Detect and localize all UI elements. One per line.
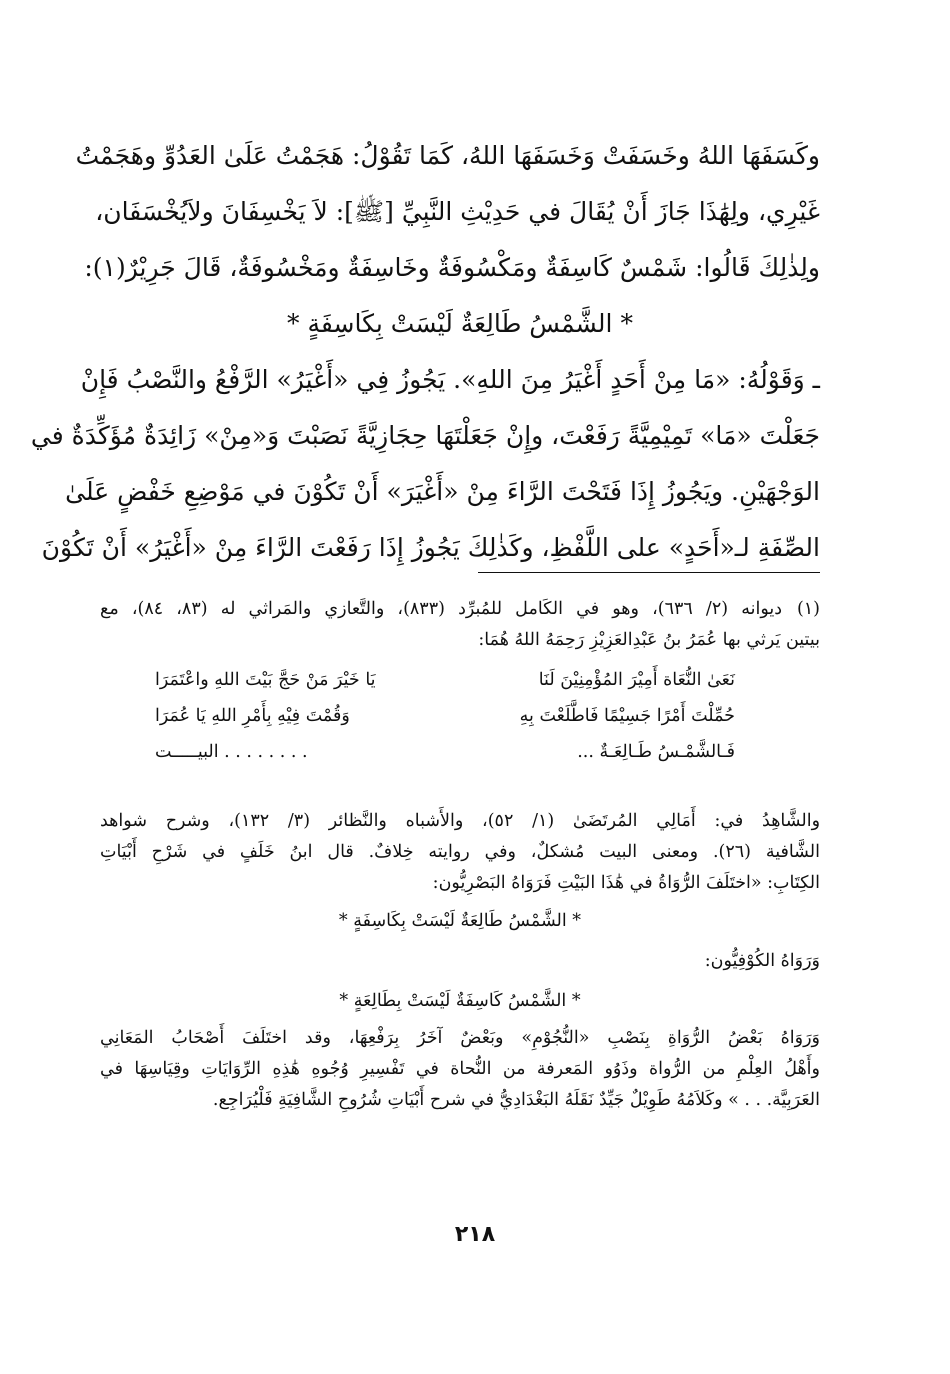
poem-hemistich-first: نَعَىٰ النُّعَاة أَمِيْرَ المُؤْمِنِيْنَ لَنَا (538, 670, 735, 690)
main-text-line: الوَجْهَيْنِ. ويَجُوزُ إِذَا فَتَحْتَ الرَّاءَ مِنْ «أَغْيَرَ» أَنْ تَكُوْنَ في مَوْضِعِ خَفْضٍ عَلَىٰ (65, 477, 820, 506)
poem-hemistich-second: . . . . . . . . البيـــــت (155, 742, 308, 762)
main-text-line: ولِذٰلِكَ قَالُوا: شَمْسٌ كَاسِفَةٌ ومَكْسُوفَةٌ وخَاسِفَةٌ ومَخْسُوفَةٌ، قَالَ جَرِيْرٌ(١): (84, 253, 820, 282)
footnote-poem (100, 656, 820, 806)
poetry-verse: * الشَّمْسُ طَالِعَةٌ لَيْسَتْ بِكَاسِفَةٍ * (287, 309, 633, 338)
footnote-line: وأَهْلُ العِلْمِ من الرُّواة وذَوُو المَعرفة من النُّحاة في تَفْسِيرِ وُجُوهِ هَٰذِهِ الرِّوَايَاتِ وقِيَاسِهَا في (100, 1059, 820, 1079)
footnote-text: ديوانه (٢/ ٦٣٦)، وهو في الكَامل للمُبرِّد (٨٣٣)، والتَّعازي والمَراثي له (٨٣، ٨٤)، مع (100, 599, 783, 619)
main-text-line: ـ وَقَوْلُهُ: «مَا مِنْ أَحَدٍ أَغْيَرُ مِنَ اللهِ». يَجُوزُ فِي «أَغْيَرُ» الرَّفْعُ والنَّصْبُ فَإِنْ (80, 365, 820, 394)
footnote-divider (478, 572, 820, 573)
footnote-line: الشَّافية (٢٦). ومعنى البيت مُشكلٌ، وفي روايته خِلافٌ. قال ابنُ خَلَفٍ في شَرْحِ أَبْيَاتِ (100, 842, 820, 862)
footnote-marker: (١) (796, 599, 820, 619)
main-text-line: غَيْرِي، ولِهَٰذَا جَازَ أَنْ يُقَالَ في حَدِيْثِ النَّبِيِّ [ﷺ]: لاَ يَخْسِفَانَ ولاَيُخْسَفَان، (95, 197, 820, 226)
poem-verse-row (155, 734, 735, 770)
main-text-line: جَعَلْتَ «مَا» تَمِيْمِيَّةً رَفَعْتَ، وإِنْ جَعَلْتَهَا حِجَازِيَّةً نَصَبْتَ وَ«مِنْ» زَائِدَةٌ مُؤَكِّدَةٌ في (30, 421, 820, 450)
footnote-verse: * الشَّمْسُ كَاسِفَةٌ لَيْسَتْ بِطَالِعَةٍ * (339, 991, 581, 1011)
poem-hemistich-first: حُمِّلْتَ أَمْرًا جَسِيْمًا فَاطَّلَعْتَ بِهِ (519, 706, 735, 726)
footnote-line: العَرَبِيَّة. . . » وكَلاَمُهُ طَوِيْلٌ جَيِّدٌ نَقَلَهُ البَغْدَادِيُّ في شرح أَبْيَاتِ شُرُوحِ الشَّافِيَةِ فَلْيُرَاجِع. (212, 1090, 820, 1110)
footnote-line (100, 594, 820, 625)
footnote-line: وَرَوَاهُ بَعْضُ الرُّوَاةِ بِنَصْبِ «النُّجُوْمِ» وبَعْضٌ آخَرُ بِرَفْعِهَا، وقد اختَلَفَ أَصْحَابُ المَعَانِي (100, 1028, 820, 1048)
main-text-line: وكَسَفَهَا اللهُ وخَسَفَتْ وَخَسَفَهَا اللهُ، كَمَا تَقُوْلُ: هَجَمْتُ عَلَىٰ العَدُوِّ وهَجَمْتُ (75, 141, 820, 170)
footnote-line: والشَّاهِدُ في: أَمَالِي المُرتَضَىٰ (١/ ٥٢)، والأَشباه والنَّظائر (٣/ ١٣٢)، وشرح شواهد (100, 811, 821, 831)
footnote-line: وَرَوَاهُ الكُوْفِيُّون: (704, 951, 820, 971)
page-number: ٢١٨ (454, 1222, 496, 1247)
main-text-line: الصِّفَةِ لـ«أَحَدٍ» على اللَّفْظِ، وكَذٰلِكَ يَجُوزُ إِذَا رَفَعْتَ الرَّاءَ مِنْ «أَغْيَرُ» أَنْ تَكُوْنَ (41, 533, 820, 562)
poem-hemistich-second: يَا خَيْرَ مَنْ حَجَّ بَيْتَ اللهِ واعْتَمَرَا (155, 670, 376, 690)
footnotes-block (100, 594, 820, 1116)
main-text-block (30, 128, 820, 576)
poem-verse-row (155, 662, 735, 698)
footnote-verse: * الشَّمْسُ طَالِعَةٌ لَيْسَتْ بِكَاسِفَةٍ * (338, 911, 582, 931)
poem-hemistich-second: وَقُمْتَ فِيْهِ بِأَمْرِ اللهِ يَا عُمَرَا (155, 706, 350, 726)
poem-verse-row (155, 698, 735, 734)
footnote-line: الكِتَابِ: «اختَلَفَ الرُّوَاةُ في هَٰذَا البَيْتِ فَرَوَاهُ البَصْرِيُّون: (432, 873, 820, 893)
footnote-line: بيتين يَرثي بها عُمَرُ بنُ عَبْدِالعَزِيْزِ رَحِمَهُ اللهُ هُمَا: (478, 630, 820, 650)
poem-hemistich-first: فَـالشَّمْـسُ طَـالِعَـةٌ ... (577, 742, 735, 762)
